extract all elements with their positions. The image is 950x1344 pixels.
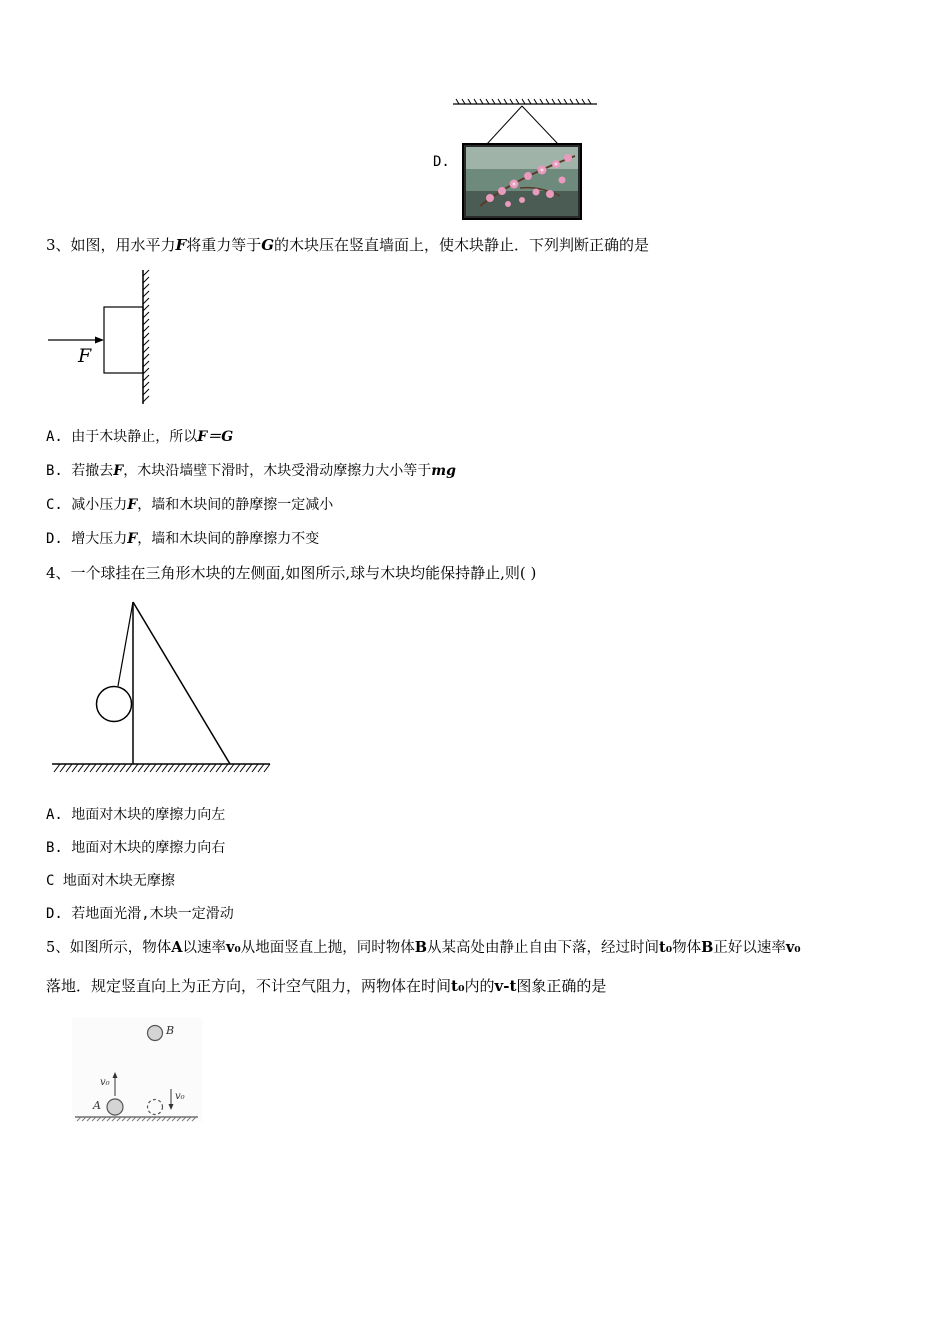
q5-fig-label-A: A: [93, 1099, 101, 1112]
q3-option-d: D. 增大压力F，墙和木块间的静摩擦力不变: [46, 531, 320, 547]
hanging-picture-figure: [450, 96, 600, 221]
option-d-label: D.: [433, 154, 450, 170]
q5-fig-label-v0-left: v₀: [100, 1077, 110, 1088]
q5-fig-label-v0-right: v₀: [175, 1091, 185, 1102]
q5-stem-line2: 落地．规定竖直向上为正方向，不计空气阻力，两物体在时间t₀内的v-t图象正确的是: [46, 977, 607, 995]
ball-triangle-figure: [48, 598, 278, 778]
block-wall-figure: [46, 268, 166, 408]
q4-option-a: A. 地面对木块的摩擦力向左: [46, 807, 226, 823]
q4-option-c: C 地面对木块无摩擦: [46, 873, 175, 889]
force-F-label: F: [78, 345, 92, 367]
q5-stem-line1: 5、如图所示，物体A以速率v₀从地面竖直上抛，同时物体B从某高处由静止自由下落，经过时间t₀物体B正好以速率v₀: [46, 939, 801, 956]
q3-option-a: A. 由于木块静止，所以F＝G: [46, 429, 234, 445]
q3-stem: 3、如图，用水平力F将重力等于G的木块压在竖直墙面上，使木块静止．下列判断正确的是: [46, 236, 650, 254]
q4-stem: 4、一个球挂在三角形木块的左侧面,如图所示,球与木块均能保持静止,则( ): [46, 564, 537, 582]
q5-fig-label-B: B: [166, 1024, 175, 1037]
q3-option-b: B. 若撤去F，木块沿墙壁下滑时，木块受滑动摩擦力大小等于mg: [46, 463, 456, 479]
q3-option-c: C. 减小压力F，墙和木块间的静摩擦一定减小: [46, 497, 334, 513]
q4-option-d: D. 若地面光滑,木块一定滑动: [46, 906, 234, 922]
q4-option-b: B. 地面对木块的摩擦力向右: [46, 840, 226, 856]
free-fall-figure: [70, 1015, 205, 1125]
